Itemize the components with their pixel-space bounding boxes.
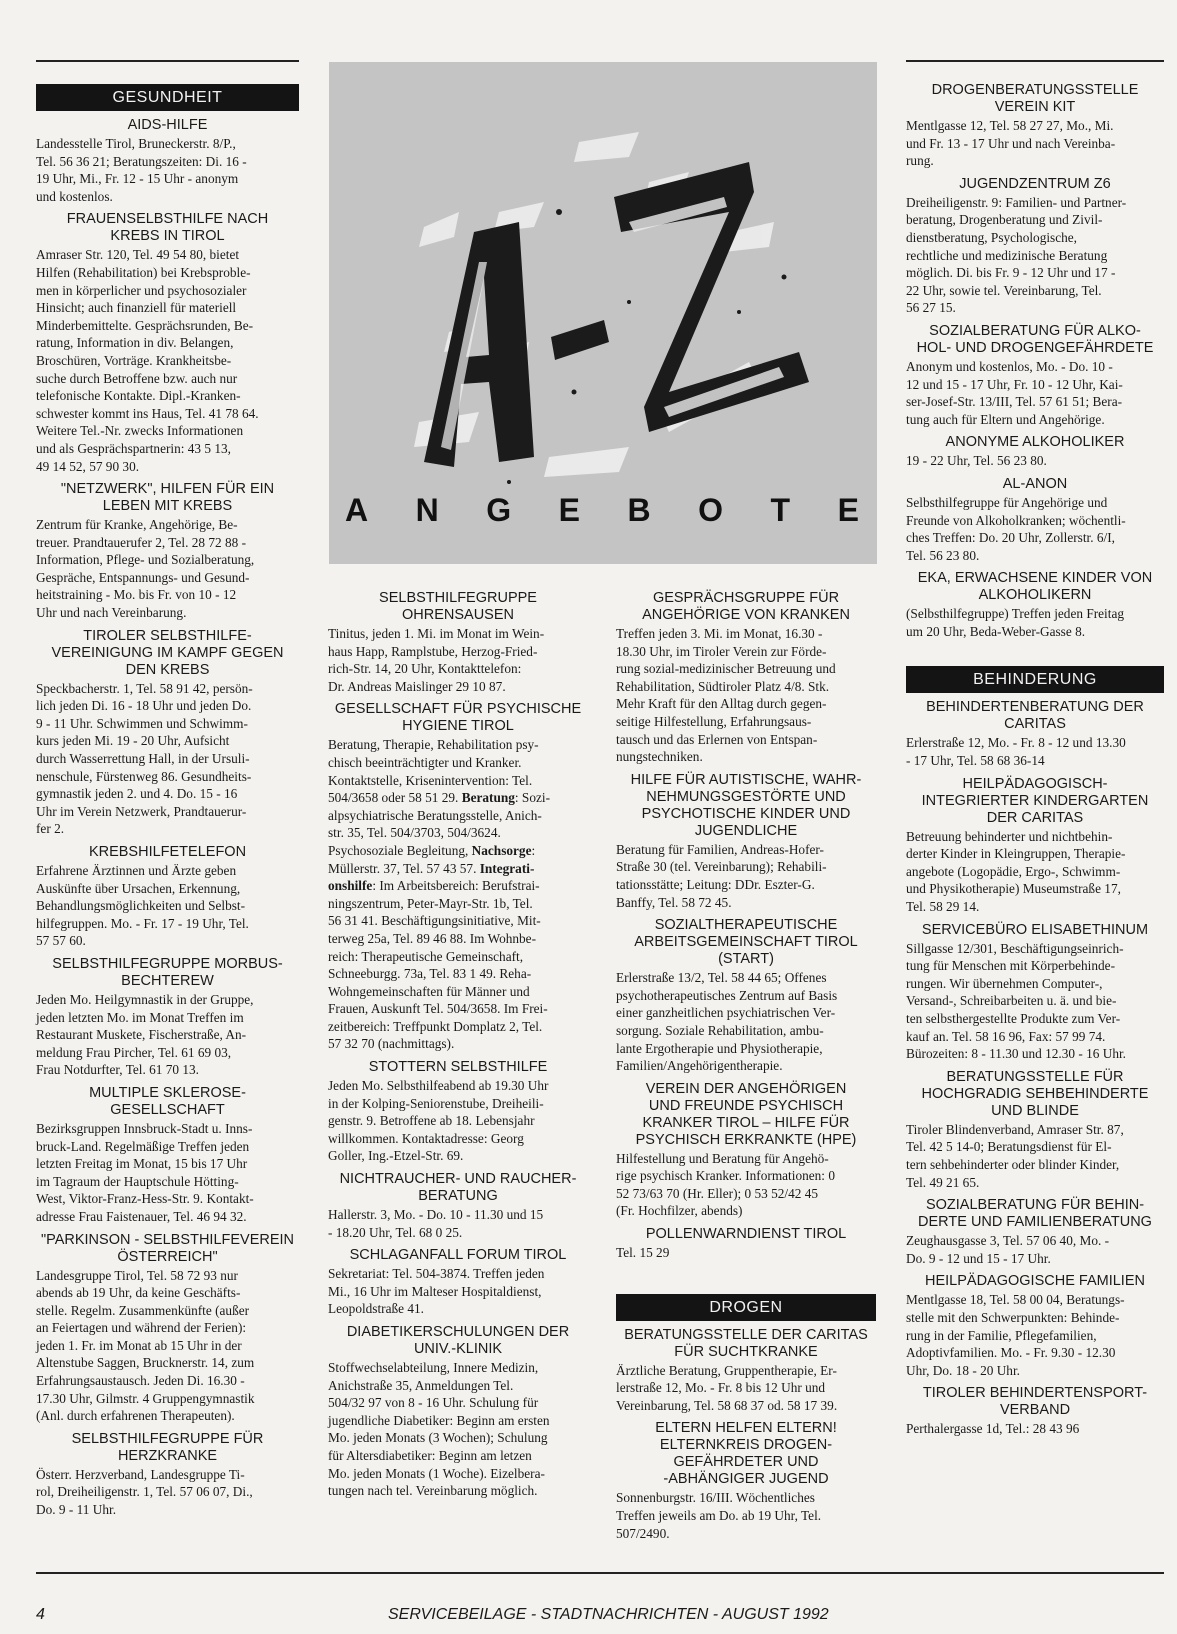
- list-item: [906, 434, 1164, 470]
- entry-title: VEREIN DER ANGEHÖRIGEN UND FREUNDE PSYCHISCH KRANKER TIROL – HILFE FÜR PSYCHISCH ERKRANKTE (HPE): [635, 1080, 857, 1148]
- entry-title: "PARKINSON - SELBSTHILFEVEREIN ÖSTERREICH": [40, 1231, 295, 1265]
- list-item: [36, 956, 299, 1079]
- entry-title: SELBSTHILFEGRUPPE FÜR HERZKRANKE: [71, 1430, 264, 1464]
- banner-letter: E: [558, 492, 580, 528]
- entry-title: TIROLER BEHINDERTENSPORT- VERBAND: [922, 1385, 1148, 1419]
- list-item: [616, 590, 876, 766]
- body-text: : Im Arbeitsbereich: Berufstrai- ningszentrum, Peter-Mayr-Str. 1b, Tel. 56 31 41. Beschäftigungsinitiative, Mit- terweg 25a, Tel. 89 46 88. Im Wohnbe- reich: Therapeutische Gemeinschaft, Schneeburgg. 73a, Tel. 83 1 49. Reha- Wohngemeinschaften für Männer und Frauen, Auskunft Tel. 504/3658. Im Frei- zeitbereich: Treffpunkt Domplatz 2, Tel. 57 32 70 (nachmittags).: [328, 878, 548, 1052]
- body-bold: Beratung: [461, 790, 515, 806]
- entry-title: POLLENWARNDIENST TIROL: [645, 1226, 847, 1243]
- letter-a: [424, 222, 534, 467]
- entry-body: Perthalergasse 1d, Tel.: 28 43 96: [906, 1421, 1080, 1437]
- entry-body: Hilfestellung und Beratung für Angehö- rige psychisch Kranker. Informationen: 0 52 73/63 70 (Hr. Eller); 0 53 52/42 45 (Fr. Hochfilzer, abends): [616, 1150, 835, 1219]
- entry-title: STOTTERN SELBSTHILFE: [368, 1059, 548, 1076]
- entry-title: HEILPÄDAGOGISCH- INTEGRIERTER KINDERGARTEN DER CARITAS: [921, 775, 1149, 826]
- entry-title: HILFE FÜR AUTISTISCHE, WAHR- NEHMUNGSGESTÖRTE UND PSYCHOTISCHE KINDER UND JUGENDLICHE: [630, 771, 862, 839]
- body-text: Beratung, Therapie, Rehabilitation psy- chisch beeinträchtigter und Kranker. Kontaktstelle, Krisenintervention: Tel. 504/3658 oder 58 51 29.: [328, 737, 539, 806]
- entry-body: Selbsthilfegruppe für Angehörige und Freunde von Alkoholkranken; wöchentli- ches Treffen: Do. 20 Uhr, Zollerstr. 6/I, Tel. 56 23 80.: [906, 494, 1126, 563]
- entry-title: ANONYME ALKOHOLIKER: [945, 434, 1125, 451]
- banner-letter: G: [486, 492, 512, 528]
- list-item: [616, 917, 876, 1075]
- entry-title: SELBSTHILFEGRUPPE OHRENSAUSEN: [379, 590, 537, 623]
- entry-body: (Selbsthilfegruppe) Treffen jeden Freitag um 20 Uhr, Beda-Weber-Gasse 8.: [906, 606, 1124, 639]
- entry-title: AIDS-HILFE: [127, 117, 208, 133]
- list-item: [906, 922, 1164, 1063]
- entry-list: [906, 699, 1164, 1437]
- entry-title: FRAUENSELBSTHILFE NACH KREBS IN TIROL: [66, 211, 269, 245]
- list-item: [328, 1324, 588, 1500]
- entry-body: Beratung für Familien, Andreas-Hofer- Straße 30 (tel. Vereinbarung); Rehabili- tationsstätte; Leitung: DDr. Eszter-G. Banffy, Tel. 58 72 45.: [616, 841, 827, 910]
- entry-body: Hallerstr. 3, Mo. - Do. 10 - 11.30 und 15 - 18.20 Uhr, Tel. 68 0 25.: [328, 1207, 544, 1240]
- entry-body: Bezirksgruppen Innsbruck-Stadt u. Inns- bruck-Land. Regelmäßige Treffen jeden letzten Freitag im Monat, 15 bis 17 Uhr im Tagraum der Hauptschule Hötting- West, Viktor-Franz-Hess-Str. 9. Kontakt- adresse Frau Faistenauer, Tel. 46 94 32.: [36, 1120, 254, 1224]
- entry-body: Tiroler Blindenverband, Amraser Str. 87, Tel. 42 5 14-0; Beratungsdienst für El- tern sehbehinderter oder blinder Kinder, Tel. 49 21 65.: [906, 1121, 1124, 1190]
- entry-list: [906, 82, 1164, 640]
- entry-list-rest: [328, 1059, 588, 1500]
- column-3: [616, 590, 876, 1548]
- entry-title: DROGENBERATUNGSSTELLE VEREIN KIT: [931, 82, 1139, 115]
- entry-title: TIROLER SELBSTHILFE- VEREINIGUNG IM KAMPF GEGEN DEN KREBS: [51, 627, 284, 678]
- entry-body: Zeughausgasse 3, Tel. 57 06 40, Mo. - Do. 9 - 12 und 15 - 17 Uhr.: [906, 1233, 1110, 1266]
- entry-body: Tel. 15 29: [616, 1245, 670, 1261]
- list-item: [906, 176, 1164, 317]
- entry-title: HEILPÄDAGOGISCHE FAMILIEN: [925, 1273, 1145, 1290]
- entry-title: "NETZWERK", HILFEN FÜR EIN LEBEN MIT KREBS: [60, 481, 275, 515]
- list-item: [616, 772, 876, 911]
- entry-title: BEHINDERTENBERATUNG DER CARITAS: [926, 699, 1144, 733]
- az-illustration: [329, 62, 877, 564]
- entry-title: MULTIPLE SKLEROSE- GESELLSCHAFT: [89, 1084, 246, 1118]
- list-item: [616, 1327, 876, 1415]
- list-item: [328, 701, 588, 1053]
- column-gesundheit: [36, 84, 299, 1525]
- banner-letter: T: [770, 492, 791, 528]
- entry-title: SOZIALTHERAPEUTISCHE ARBEITSGEMEINSCHAFT TIROL (START): [634, 917, 858, 968]
- entry-body: 19 - 22 Uhr, Tel. 56 23 80.: [906, 453, 1047, 469]
- list-item: [906, 699, 1164, 769]
- top-rule-right: [906, 60, 1164, 62]
- banner-letter: N: [415, 492, 439, 528]
- entry-body: Tinitus, jeden 1. Mi. im Monat im Wein- haus Happ, Ramplstube, Herzog-Fried- rich-Str. 14, 20 Uhr, Kontakttelefon: Dr. Andreas Maislinger 29 10 87.: [328, 626, 545, 694]
- list-item: [36, 211, 299, 475]
- entry-body: Sekretariat: Tel. 504-3874. Treffen jeden Mi., 16 Uhr im Malteser Hospitaldienst, Leopoldstraße 41.: [328, 1266, 545, 1317]
- entry-list: [36, 117, 299, 1519]
- list-item: [328, 1247, 588, 1318]
- top-rule-left: [36, 60, 299, 62]
- banner-letter: B: [627, 492, 651, 528]
- entry-body: Stoffwechselabteilung, Innere Medizin, Anichstraße 35, Anmeldungen Tel. 504/32 97 von 8 - 16 Uhr. Schulung für jugendliche Diabetiker: Beginn am ersten Mo. jeden Monats (3 Wochen); Schulung für Altersdiabetiker: Beginn am letzen Mo. jeden Monats (1 Woche). Eizelbera- tungen nach tel. Vereinbarung möglich.: [328, 1360, 550, 1499]
- entry-title: BERATUNGSSTELLE FÜR HOCHGRADIG SEHBEHINDERTE UND BLINDE: [921, 1068, 1149, 1119]
- page-number: 4: [36, 1606, 45, 1623]
- entry-body: Speckbacherstr. 1, Tel. 58 91 42, persön- lich jeden Di. 16 - 18 Uhr und jeden Do. 9 - 11 Uhr. Schwimmen und Schwimm- kurs jeden Mi. 19 - 20 Uhr, Aufsicht durch Wasserrettung Hall, in der Ursuli- nenschule, Fürstenweg 86. Gesundheits- gymnastik jeden 2. und 4. Do. 15 - 16 Uhr im Verein Netzwerk, Prandtauerur- fer 2.: [36, 680, 253, 837]
- letter-hyphen: [551, 320, 609, 360]
- entry-body: Betreuung behinderter und nichtbehin- derter Kinder in Kleingruppen, Therapie- angebote (Logopädie, Ergo-, Schwimm- und Physikotherapie) Museumstraße 17, Tel. 58 29 14.: [906, 828, 1126, 915]
- bottom-rule: [36, 1572, 1164, 1574]
- entry-body: Anonym und kostenlos, Mo. - Do. 10 - 12 und 15 - 17 Uhr, Fr. 10 - 12 Uhr, Kai- ser-Josef-Str. 13/III, Tel. 57 61 51; Bera- tung auch für Eltern und Angehörige.: [906, 358, 1123, 427]
- body-bold: Integrati- onshilfe: [328, 860, 535, 894]
- section-header-gesundheit: GESUNDHEIT: [36, 84, 299, 111]
- list-item: [906, 570, 1164, 640]
- letter-z: [614, 162, 809, 432]
- section-header-behinderung: BEHINDERUNG: [906, 666, 1164, 693]
- list-item: [906, 476, 1164, 564]
- list-item: [36, 1431, 299, 1519]
- body-bold: Nachsorge: [471, 842, 532, 858]
- list-item: [36, 117, 299, 205]
- entry-body: Österr. Herzverband, Landesgruppe Ti- rol, Dreiheiligenstr. 1, Tel. 57 06 07, Di., Do. 9 - 11 Uhr.: [36, 1466, 253, 1518]
- entry-title: DIABETIKERSCHULUNGEN DER UNIV.-KLINIK: [346, 1324, 570, 1357]
- banner-letter: O: [698, 492, 724, 528]
- list-item: [328, 1059, 588, 1165]
- entry-body: Zentrum für Kranke, Angehörige, Be- treuer. Prandtauerufer 2, Tel. 28 72 88 - Information, Pflege- und Sozialberatung, Gespräche, Entspannungs- und Gesund- heitstraining - Mo. bis Fr. von 10 - 12 Uhr und nach Vereinbarung.: [36, 517, 255, 621]
- list-item: [616, 1420, 876, 1542]
- entry-body: Landesgruppe Tirol, Tel. 58 72 93 nur abends ab 19 Uhr, da keine Geschäfts- stelle. Regelm. Zusammenkünfte (außer an Feiertagen und während der Ferien): jeden 1. Fr. im Monat ab 15 Uhr in der Altenstube Saggen, Brucknerstr. 14, zum Erfahrungsaustausch. Jeden Di. 16.30 - 17.30 Uhr, Gilmstr. 4 Gruppengymnastik (Anl. durch erfahrenen Therapeuten).: [36, 1267, 255, 1424]
- entry-body: Mentlgasse 18, Tel. 58 00 04, Beratungs- stelle mit den Schwerpunkten: Behinde- rung in der Familie, Pflegefamilien, Adoptivfamilien. Mo. - Fr. 9.30 - 12.30 Uhr, Do. 18 - 20 Uhr.: [906, 1292, 1125, 1378]
- entry-title: SELBSTHILFEGRUPPE MORBUS- BECHTEREW: [52, 955, 283, 989]
- list-item: [328, 1171, 588, 1241]
- column-4: [906, 82, 1164, 1444]
- list-item: [906, 1385, 1164, 1438]
- list-item: [616, 1081, 876, 1220]
- az-artwork: [329, 62, 877, 564]
- list-item: [328, 590, 588, 695]
- entry-body: Dreiheiligenstr. 9: Familien- und Partner- beratung, Drogenberatung und Zivil- dienstberatung, Psychologische, rechtliche und medizinische Beratung möglich. Di. bis Fr. 9 - 12 Uhr und 17 - 22 Uhr, sowie tel. Vereinbarung, Tel. 56 27 15.: [906, 194, 1127, 316]
- list-item: [906, 1197, 1164, 1267]
- list-item: [616, 1226, 876, 1262]
- list-item: [906, 1273, 1164, 1379]
- entry-body: Amraser Str. 120, Tel. 49 54 80, bietet Hilfen (Rehabilitation) bei Krebsproble- men in körperlicher und psychosozialer Hinsicht; auch finanziell für materiell Minderbemittelte. Gesprächsrunden, Be- ratung, Information in div. Belangen, Broschüren, Vorträge. Krankheitsbe- suche durch Betroffene bzw. auch nur telefonische Kontakte. Dipl.-Kranken- schwester kommt ins Haus, Tel. 41 78 64. Weitere Tel.-Nr. zwecks Informationen und als Gesprächspartnerin: 43 5 13, 49 14 52, 57 90 30.: [36, 247, 259, 474]
- entry-title: GESELLSCHAFT FÜR PSYCHISCHE HYGIENE TIROL: [334, 701, 582, 735]
- entry-title: EKA, ERWACHSENE KINDER VON ALKOHOLIKERN: [917, 570, 1153, 604]
- column-2: [328, 590, 588, 1506]
- entry-body: Erlerstraße 12, Mo. - Fr. 8 - 12 und 13.30 - 17 Uhr, Tel. 58 68 36-14: [906, 735, 1126, 769]
- list-item: [36, 1232, 299, 1425]
- body-text: : Sozi- alpsychiatrische Beratungsstelle, Anich- str. 35, Tel. 504/3703, 504/3624. Psychosoziale Begleitung,: [328, 790, 550, 858]
- entry-title: KREBSHILFETELEFON: [88, 844, 247, 860]
- entry-body: Sonnenburgstr. 16/III. Wöchentliches Treffen jeweils am Do. ab 19 Uhr, Tel. 507/2490.: [616, 1490, 822, 1541]
- banner-letter: E: [837, 492, 859, 528]
- entry-body: Sillgasse 12/301, Beschäftigungseinrich- tung für Menschen mit Körperbehinde- rungen. Wir übernehmen Computer-, Versand-, Schreibarbeiten u. ä. und bie- ten selbsthergestellte Produkte zum Ver- kauf an. Tel. 58 16 96, Fax: 57 99 74. Bürozeiten: 8 - 11.30 und 12.30 - 16 Uhr.: [906, 940, 1126, 1062]
- entry-body: Treffen jeden 3. Mi. im Monat, 16.30 - 18.30 Uhr, im Tiroler Verein zur Förde- rung sozial-medizinischer Betreuung und Rehabilitation, Südtiroler Platz 4/8. Stk. Mehr Kraft für den Alltag durch gegen- seitige Hilfestellung, Erfahrungsaus- tausch und das Erlernen von Entspan- nungstechniken.: [616, 626, 836, 765]
- footer-text: SERVICEBEILAGE - STADTNACHRICHTEN - AUGUST 1992: [388, 1606, 829, 1623]
- entry-title: GESPRÄCHSGRUPPE FÜR ANGEHÖRIGE VON KRANKEN: [642, 590, 850, 623]
- entry-body: Mentlgasse 12, Tel. 58 27 27, Mo., Mi. und Fr. 13 - 17 Uhr und nach Vereinba- rung.: [906, 118, 1116, 169]
- entry-body: Erfahrene Ärztinnen und Ärzte geben Auskünfte über Ursachen, Erkennung, Behandlungsmöglichkeiten und Selbst- hilfegruppen. Mo. - Fr. 17 - 19 Uhr, Tel. 57 57 60.: [36, 863, 249, 949]
- entry-list: [616, 1327, 876, 1543]
- entry-title: SOZIALBERATUNG FÜR BEHIN- DERTE UND FAMILIENBERATUNG: [918, 1197, 1152, 1231]
- entry-title: JUGENDZENTRUM Z6: [959, 175, 1111, 192]
- section-header-drogen: DROGEN: [616, 1294, 876, 1321]
- entry-title: ELTERN HELFEN ELTERN! ELTERNKREIS DROGEN- GEFÄHRDETER UND -ABHÄNGIGER JUGEND: [655, 1420, 837, 1488]
- entry-body: Ärztliche Beratung, Gruppentherapie, Er- lerstraße 12, Mo. - Fr. 8 bis 12 Uhr und Vereinbarung, Tel. 58 68 37 od. 58 17 39.: [616, 1362, 838, 1413]
- list-item: [36, 844, 299, 950]
- entry-body: Landesstelle Tirol, Bruneckerstr. 8/P., Tel. 56 36 21; Beratungszeiten: Di. 16 - 19 Uhr, Mi., Fr. 12 - 15 Uhr - anonym und kostenlos.: [36, 136, 247, 204]
- banner-letter: A: [345, 492, 369, 528]
- entry-title: AL-ANON: [1002, 475, 1068, 492]
- body-text: : Müllerstr. 37, Tel. 57 43 57.: [328, 842, 536, 876]
- list-item: [906, 776, 1164, 916]
- entry-body: Jeden Mo. Heilgymnastik in der Gruppe, jeden letzten Mo. im Monat Treffen im Restaurant Muskete, Fischerstraße, An- meldung Frau Pircher, Tel. 61 69 03, Frau Notdurfter, Tel. 61 70 13.: [36, 991, 254, 1078]
- list-item: [36, 628, 299, 838]
- entry-list: [328, 590, 588, 1500]
- entry-title: SOZIALBERATUNG FÜR ALKO- HOL- UND DROGENGEFÄHRDETE: [916, 322, 1154, 356]
- entry-list: [616, 590, 876, 1262]
- list-item: [36, 1085, 299, 1226]
- entry-title: SCHLAGANFALL FORUM TIROL: [349, 1247, 567, 1264]
- list-item: [36, 481, 299, 622]
- angebote-banner: [329, 492, 877, 529]
- list-item: [906, 82, 1164, 170]
- entry-title: BERATUNGSSTELLE DER CARITAS FÜR SUCHTKRANKE: [624, 1326, 868, 1360]
- list-item: [906, 323, 1164, 428]
- entry-body: Erlerstraße 13/2, Tel. 58 44 65; Offenes psychotherapeutisches Zentrum auf Basis einer ganzheitlichen psychiatrischen Ver- sorgung. Soziale Rehabilitation, ambu- lante Ergotherapie und Physiotherapie, Familien/Angehörigentherapie.: [616, 970, 838, 1074]
- entry-title: SERVICEBÜRO ELISABETHINUM: [921, 921, 1149, 938]
- entry-body: Jeden Mo. Selbsthilfeabend ab 19.30 Uhr in der Kolping-Seniorenstube, Dreiheili- genstr. 9. Betroffene ab 18. Lebensjahr willkommen. Kontaktadresse: Georg Goller, Ing.-Etzel-Str. 69.: [328, 1078, 549, 1164]
- entry-body: [328, 736, 588, 1053]
- list-item: [906, 1069, 1164, 1191]
- entry-title: NICHTRAUCHER- UND RAUCHER- BERATUNG: [339, 1171, 577, 1205]
